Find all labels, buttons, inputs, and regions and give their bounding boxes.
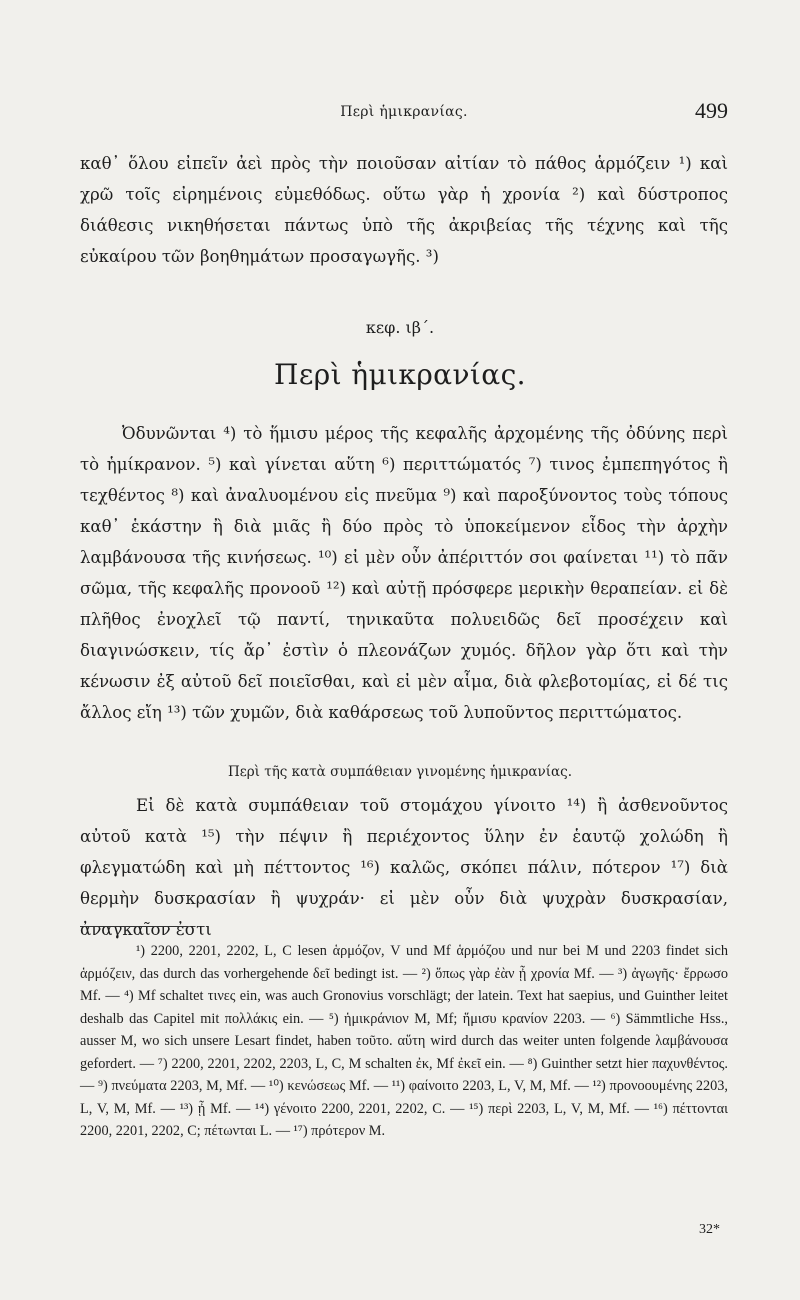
page-number: 499 [695,98,728,123]
section-subheading: Περὶ τῆς κατὰ συμπάθειαν γινομένης ἡμικρανίας. [227,764,573,780]
chapter-number: κεφ. ιβ΄. [365,318,435,337]
paragraph-continuation: καθ᾽ ὅλου εἰπεῖν ἀεὶ πρὸς τὴν ποιοῦσαν αἰτίαν τὸ πάθος ἁρμόζειν ¹) καὶ χρῶ τοῖς εἰρημένοις εὐμεθόδως. οὕτω γὰρ ἡ χρονία ²) καὶ δύστροπος διάθεσις νικηθήσεται πάντως ὑπὸ τῆς ἀκριβείας τῆς τέχνης καὶ τῆς εὐκαίρου τῶν βοηθημάτων προσαγωγῆς. ³) [80,154,728,266]
page-header [80,98,728,138]
chapter-title: Περὶ ἡμικρανίας. [274,358,526,391]
running-head: Περὶ ἡμικρανίας. [340,104,468,120]
footnotes: ¹) 2200, 2201, 2202, L, C lesen ἁρμόζον, V und Mf ἁρμόζου und nur bei M und 2203 findet sich ἁρμόζειν, das durch das vorhergehende δεῖ bedingt ist. — ²) ὅπως γὰρ ἐὰν ᾖ χρονία Mf. — ³) ἀγωγῆς· ἔρρωσο Mf. — ⁴) Mf schaltet τινες ein, was auch Gronovius vorschlägt; der latein. Text hat saepius, und Guinther leitet deshalb das Capitel mit πολλάκις ein. — ⁵) ἡμικράνιον M, Mf; ἥμισυ κρανίον 2203. — ⁶) Sämmtliche Hss., ausser M, wo sich unsere Lesart findet, haben τοῦτο. αὕτη wird durch das weiter unten folgende λαμβάνουσα gefordert. — ⁷) 2200, 2201, 2202, 2203, L, C, M schalten ἐκ, Mf ἐκεῖ ein. — ⁸) Guinther setzt hier παχυνθέντος. — ⁹) πνεύματα 2203, M, Mf. — ¹⁰) κενώσεως Mf. — ¹¹) φαίνοιτο 2203, L, V, M, Mf. — ¹²) προνοουμένης 2203, L, V, M, Mf. — ¹³) ᾖ Mf. — ¹⁴) γένοιτο 2200, 2201, 2202, C. — ¹⁵) περὶ 2203, L, V, M, Mf. — ¹⁶) πέττονται 2200, 2201, 2202, C; πέτωνται L. — ¹⁷) πρότερον M. [80,943,728,1139]
paragraph-sympathy: Εἰ δὲ κατὰ συμπάθειαν τοῦ στομάχου γίνοιτο ¹⁴) ἢ ἀσθενοῦντος αὐτοῦ κατὰ ¹⁵) τὴν πέψιν ἢ περιέχοντος ὕλην ἐν ἑαυτῷ χολώδη ἢ φλεγματώδη καὶ μὴ πέττοντος ¹⁶) καλῶς, σκόπει πάλιν, πότερον ¹⁷) διὰ θερμὴν δυσκρασίαν ἢ ψυχράν· εἰ μὲν οὖν διὰ ψυχρὰν δυσκρασίαν, ἀναγκαῖον ἐστι [80,796,728,939]
footnote-rule [80,926,188,927]
signature-mark: 32* [699,1222,720,1237]
paragraph-main: Ὀδυνῶνται ⁴) τὸ ἥμισυ μέρος τῆς κεφαλῆς ἀρχομένης τῆς ὀδύνης περὶ τὸ ἡμίκρανον. ⁵) καὶ γίνεται αὕτη ⁶) περιττώματός ⁷) τινος ἐμπεπηγότος ἢ τεχθέντος ⁸) καὶ ἀναλυομένου εἰς πνεῦμα ⁹) καὶ παροξύνοντος τοὺς τόπους καθ᾽ ἑκάστην ἢ διὰ μιᾶς ἢ δύο πρὸς τὸ ὑποκείμενον εἶδος τὴν ἀρχὴν λαμβάνουσα τῆς κινήσεως. ¹⁰) εἰ μὲν οὖν ἀπέριττόν σοι φαίνεται ¹¹) τὸ πᾶν σῶμα, τῆς κεφαλῆς προνοοῦ ¹²) καὶ αὐτῇ πρόσφερε μερικὴν θεραπείαν. εἰ δὲ πλῆθος ἐνοχλεῖ τῷ παντί, τηνικαῦτα πολυειδῶς δεῖ προσέχειν καὶ διαγινώσκειν, τίς ἄρ᾽ ἐστὶν ὁ πλεονάζων χυμός. δῆλον γὰρ ὅτι καὶ τὴν κένωσιν ἐξ αὐτοῦ δεῖ ποιεῖσθαι, καὶ εἰ μὲν αἷμα, διὰ φλεβοτομίας, εἰ δέ τις ἄλλος εἴη ¹³) τῶν χυμῶν, διὰ καθάρσεως τοῦ λυποῦντος περιττώματος. [80,424,728,722]
